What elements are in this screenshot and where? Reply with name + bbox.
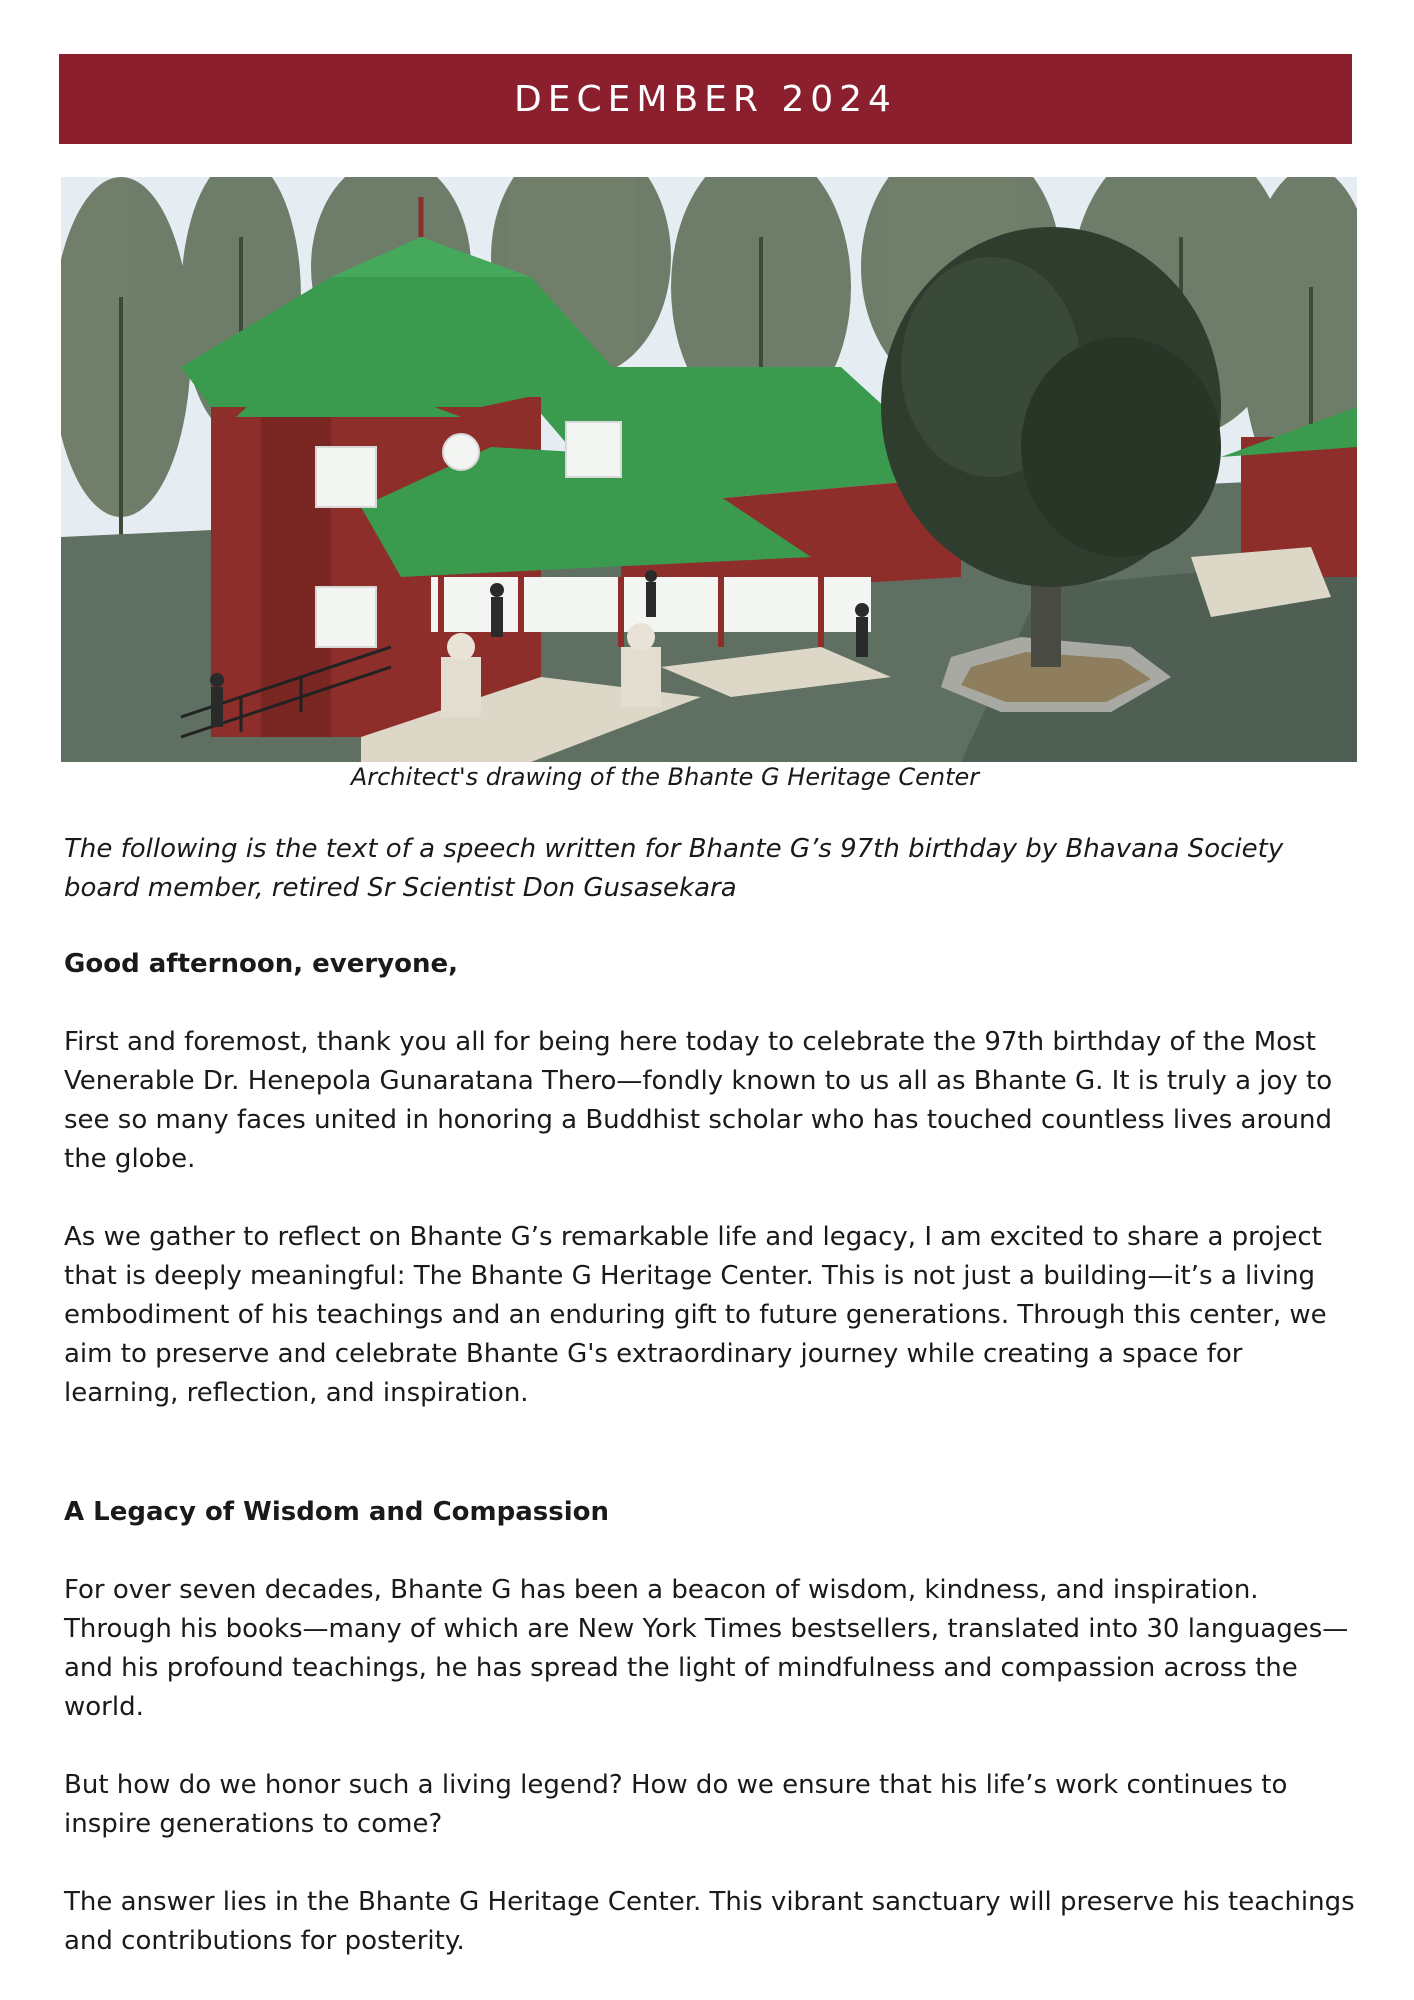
heritage-center-drawing (61, 177, 1357, 762)
article-body (64, 830, 1364, 2000)
greeting: Good afternoon, everyone, (64, 949, 459, 979)
article-intro: The following is the text of a speech written for Bhante G’s 97th birthday by Bhavana Society board member, retired Sr Scientist Don Gusasekara (64, 834, 1284, 903)
paragraph: As we gather to reflect on Bhante G’s remarkable life and legacy, I am excited to share a project that is deeply meaningful: The Bhante G Heritage Center. This is not just a building—it’s a living embodiment of his teachings and an enduring gift to future generations. Through this center, we aim to preserve and celebrate Bhante G's extraordinary journey while creating a space for learning, reflection, and inspiration. (64, 1222, 1327, 1408)
banner-title: DECEMBER 2024 (514, 78, 897, 120)
section-heading: A Legacy of Wisdom and Compassion (64, 1497, 609, 1527)
paragraph: First and foremost, thank you all for being here today to celebrate the 97th birthday of the Most Venerable Dr. Henepola Gunaratana Thero—fondly known to us all as Bhante G. It is truly a joy to see so many faces united in honoring a Buddhist scholar who has touched countless lives around the globe. (64, 1027, 1333, 1174)
image-caption: Architect's drawing of the Bhante G Heritage Center (350, 763, 980, 791)
paragraph: But how do we honor such a living legend? How do we ensure that his life’s work continues to inspire generations to come? (64, 1770, 1288, 1839)
paragraph: The answer lies in the Bhante G Heritage Center. This vibrant sanctuary will preserve his teachings and contributions for posterity. (64, 1887, 1355, 1956)
paragraph: For over seven decades, Bhante G has been a beacon of wisdom, kindness, and inspiration. Through his books—many of which are New York Times bestsellers, translated into 30 languages—and his profound teachings, he has spread the light of mindfulness and compassion across the world. (64, 1575, 1349, 1722)
month-banner (59, 54, 1352, 144)
